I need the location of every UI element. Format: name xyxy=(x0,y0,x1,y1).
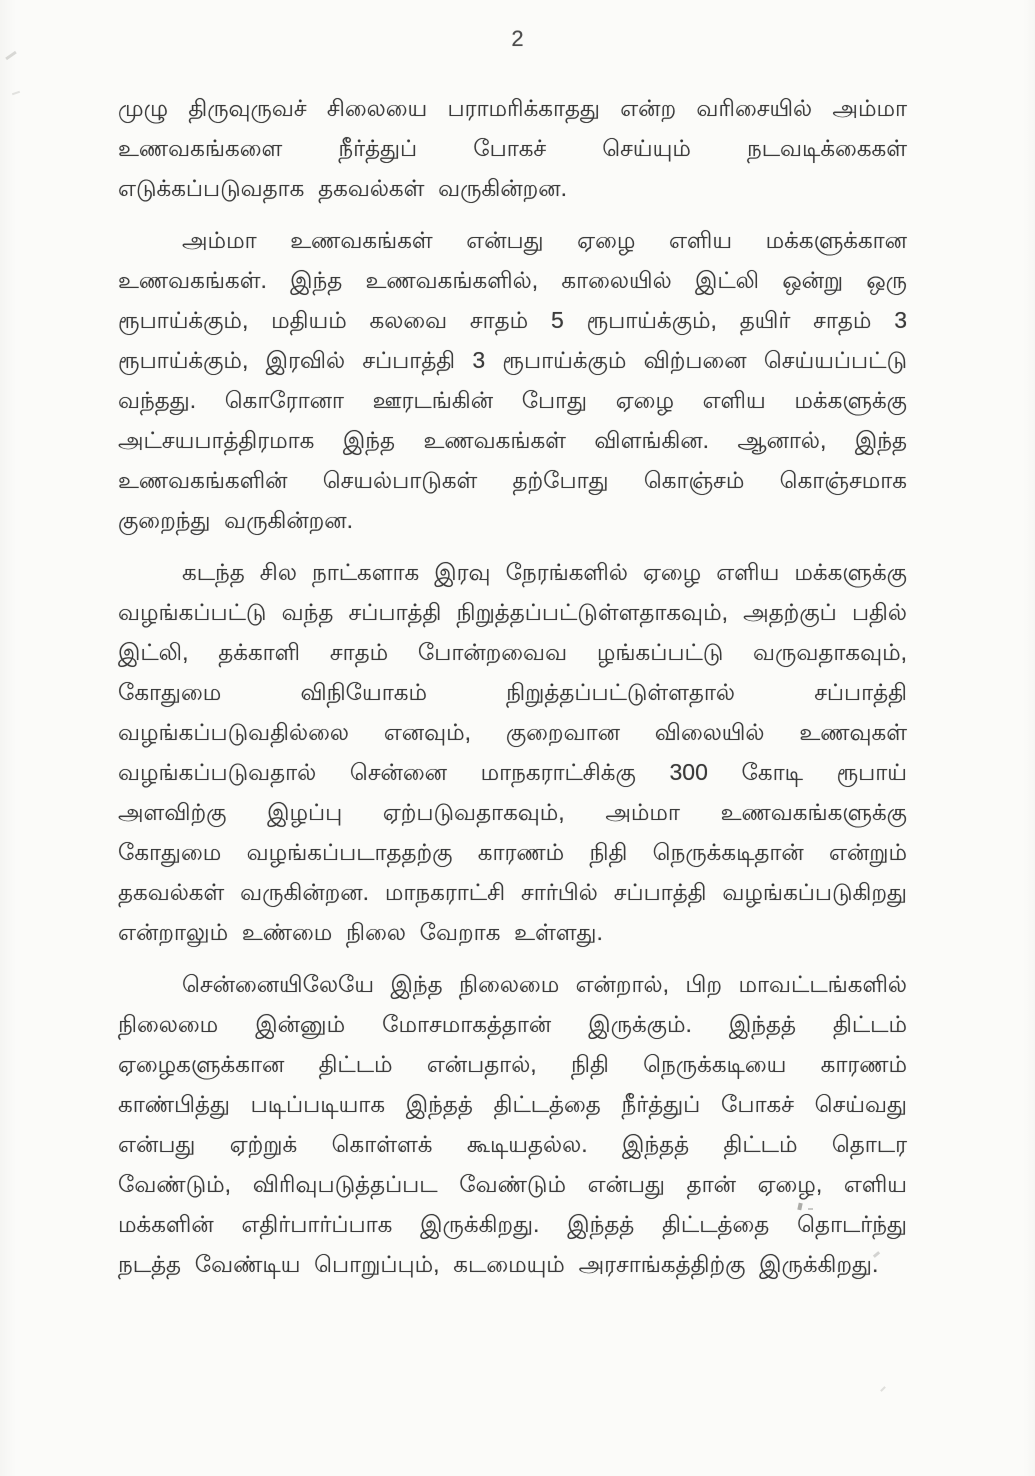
page-number: 2 xyxy=(511,26,524,51)
paragraph-3: கடந்த சில நாட்களாக இரவு நேரங்களில் ஏழை எளிய மக்களுக்கு வழங்கப்பட்டு வந்த சப்பாத்தி நிறுத்தப்பட்டுள்ளதாகவும், அதற்குப் பதில் இட்லி, தக்காளி சாதம் போன்றவைவ ழங்கப்பட்டு வருவதாகவும், கோதுமை விநியோகம் நிறுத்தப்பட்டுள்ளதால் சப்பாத்தி வழங்கப்படுவதில்லை எனவும், குறைவான விலையில் உணவுகள் வழங்கப்படுவதால் சென்னை மாநகராட்சிக்கு 300 கோடி ரூபாய் அளவிற்கு இழப்பு ஏற்படுவதாகவும், அம்மா உணவகங்களுக்கு கோதுமை வழங்கப்படாததற்கு காரணம் நிதி நெருக்கடிதான் என்றும் தகவல்கள் வருகின்றன. மாநகராட்சி சார்பில் சப்பாத்தி வழங்கப்படுகிறது என்றாலும் உண்மை நிலை வேறாக உள்ளது. xyxy=(118,559,907,945)
paragraph-4: சென்னையிலேயே இந்த நிலைமை என்றால், பிற மாவட்டங்களில் நிலைமை இன்னும் மோசமாகத்தான் இருக்கும். இந்தத் திட்டம் ஏழைகளுக்கான திட்டம் என்பதால், நிதி நெருக்கடியை காரணம் காண்பித்து படிப்படியாக இந்தத் திட்டத்தை நீர்த்துப் போகச் செய்வது என்பது ஏற்றுக் கொள்ளக் கூடியதல்ல. இந்தத் திட்டம் தொடர வேண்டும், விரிவுபடுத்தப்பட வேண்டும் என்பது தான் ஏழை, எளிய மக்களின் எதிர்பார்ப்பாக இருக்கிறது. இந்தத் திட்டத்தை தொடர்ந்து நடத்த வேண்டிய பொறுப்பும், கடமையும் அரசாங்கத்திற்கு இருக்கிறது. xyxy=(118,971,907,1277)
document-body xyxy=(0,88,1035,1284)
scan-artifact-speck xyxy=(808,1208,813,1210)
paragraph-1: முழு திருவுருவச் சிலையை பராமரிக்காதது என்ற வரிசையில் அம்மா உணவகங்களை நீர்த்துப் போகச் செய்யும் நடவடிக்கைகள் எடுக்கப்படுவதாக தகவல்கள் வருகின்றன. xyxy=(118,95,907,201)
scan-artifact-smudge xyxy=(5,51,17,60)
scan-artifact-speck xyxy=(880,1386,886,1392)
paragraph-2: அம்மா உணவகங்கள் என்பது ஏழை எளிய மக்களுக்கான உணவகங்கள். இந்த உணவகங்களில், காலையில் இட்லி ஒன்று ஒரு ரூபாய்க்கும், மதியம் கலவை சாதம் 5 ரூபாய்க்கும், தயிர் சாதம் 3 ரூபாய்க்கும், இரவில் சப்பாத்தி 3 ரூபாய்க்கும் விற்பனை செய்யப்பட்டு வந்தது. கொரோனா ஊரடங்கின் போது ஏழை எளிய மக்களுக்கு அட்சயபாத்திரமாக இந்த உணவகங்கள் விளங்கின. ஆனால், இந்த உணவகங்களின் செயல்பாடுகள் தற்போது கொஞ்சம் கொஞ்சமாக குறைந்து வருகின்றன. xyxy=(118,227,907,533)
